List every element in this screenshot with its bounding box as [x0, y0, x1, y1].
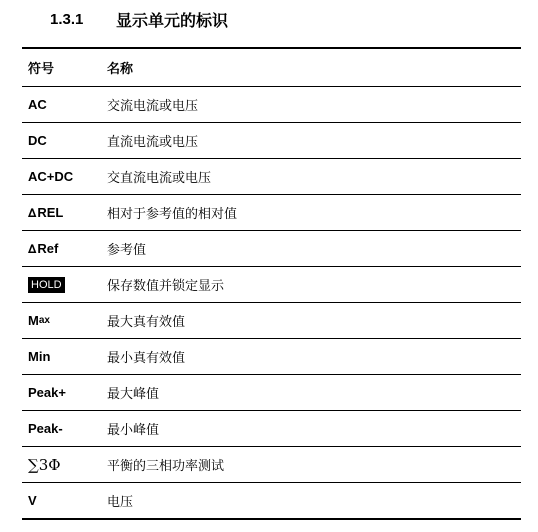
table-row [22, 159, 521, 195]
table-row [22, 411, 521, 447]
name-cell: 电压 [107, 495, 134, 510]
table-header-row [22, 49, 521, 87]
symbol-cell: DC [28, 133, 47, 148]
name-cell: 最大真有效值 [107, 315, 186, 330]
name-cell: 最小峰值 [107, 423, 160, 438]
symbol-cell [22, 205, 107, 220]
table-row [22, 87, 521, 123]
delta-icon: ∆ [28, 205, 37, 220]
symbol-text-main: M [28, 313, 39, 328]
name-cell: 最小真有效值 [107, 351, 186, 366]
hold-badge: HOLD [28, 277, 65, 293]
symbol-cell: AC+DC [28, 169, 74, 184]
name-cell: 交直流电流或电压 [107, 171, 212, 186]
table-row [22, 231, 521, 267]
column-header-symbol: 符号 [28, 62, 55, 77]
section-title: 显示单元的标识 [116, 10, 229, 30]
symbol-cell: Min [28, 349, 51, 364]
symbol-cell: Peak+ [28, 385, 66, 400]
table-row [22, 339, 521, 375]
name-cell: 最大峰值 [107, 387, 160, 402]
symbol-cell: Peak- [28, 421, 63, 436]
symbol-text: REL [37, 205, 64, 220]
column-header-name: 名称 [107, 62, 134, 77]
table-row [22, 195, 521, 231]
delta-icon: ∆ [28, 241, 37, 256]
symbol-cell [22, 456, 107, 474]
symbol-cell [22, 313, 107, 328]
symbol-text-small: ax [38, 315, 50, 326]
symbol-text: Ref [37, 241, 59, 256]
name-cell: 参考值 [107, 243, 147, 258]
table-row [22, 267, 521, 303]
name-cell: 平衡的三相功率测试 [107, 459, 225, 474]
name-cell: 相对于参考值的相对值 [107, 207, 238, 222]
symbol-cell: V [28, 493, 37, 508]
symbol-cell [22, 277, 107, 293]
symbol-cell: AC [28, 97, 47, 112]
name-cell: 交流电流或电压 [107, 99, 199, 114]
section-heading [50, 6, 228, 32]
table-row [22, 123, 521, 159]
sigma-three-phi-symbol: ∑3Φ [28, 455, 61, 474]
table-row [22, 375, 521, 411]
symbol-table [22, 47, 521, 520]
name-cell: 保存数值并锁定显示 [107, 279, 225, 294]
symbol-cell [22, 241, 107, 256]
name-cell: 直流电流或电压 [107, 135, 199, 150]
table-row [22, 447, 521, 483]
table-row [22, 483, 521, 520]
section-number: 1.3.1 [50, 10, 84, 28]
table-row [22, 303, 521, 339]
